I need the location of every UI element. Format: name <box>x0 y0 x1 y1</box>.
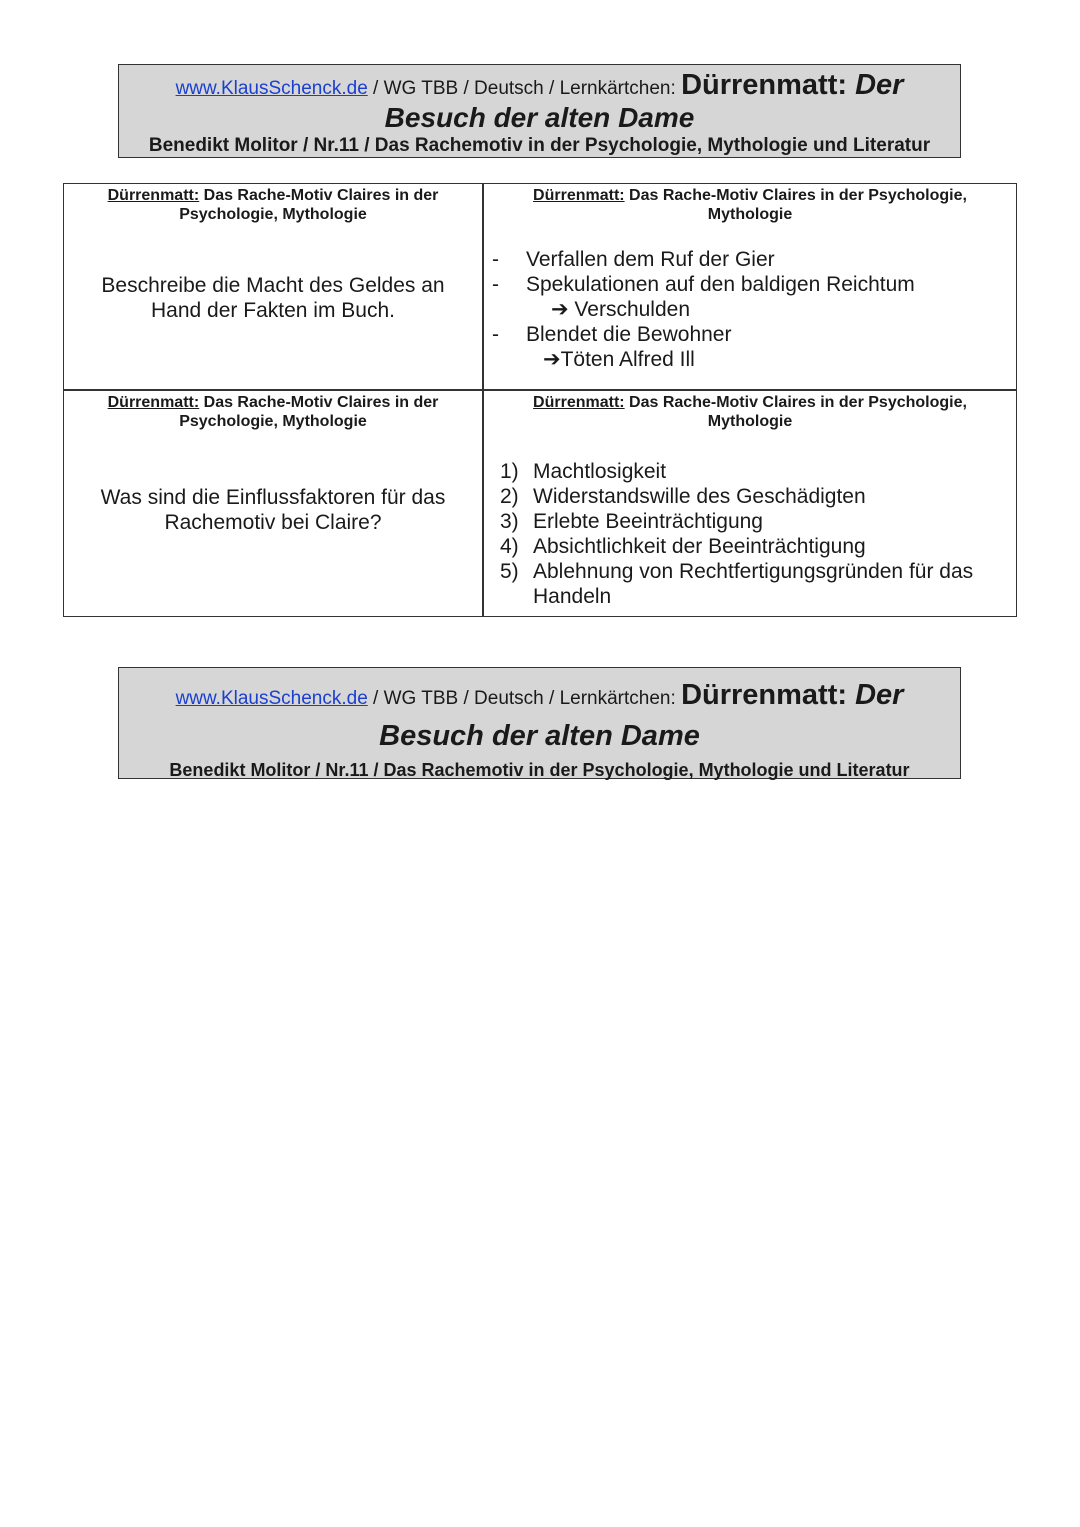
card-answer-1 <box>484 184 1016 389</box>
list-item: - Blendet die Bewohner <box>492 323 732 346</box>
card-answer-2 <box>484 391 1016 616</box>
card-question-1 <box>64 184 482 389</box>
document-header <box>118 64 961 158</box>
list-item: 3) Erlebte Beeinträchtigung <box>500 510 763 533</box>
answer-numbered-list <box>484 459 1016 609</box>
list-subitem: ➔Töten Alfred Ill <box>543 348 695 371</box>
document-header-repeat <box>118 667 961 779</box>
list-item: 5) Ablehnung von Rechtfertigungsgründen für das <box>500 560 974 583</box>
header-title: Besuch der alten Dame <box>384 102 695 133</box>
header-subtitle: Benedikt Molitor / Nr.11 / Das Rachemotiv in der Psychologie, Mythologie und Literatur <box>148 135 931 156</box>
website-link[interactable]: www.KlausSchenck.de <box>175 688 368 709</box>
header-line1 <box>119 678 960 716</box>
card-question-text: Was sind die Einflussfaktoren für das Rachemotiv bei Claire? <box>100 486 446 534</box>
list-subitem: ➔ Verschulden <box>551 298 691 321</box>
header-path: / WG TBB / Deutsch / Lernkärtchen: <box>367 78 682 99</box>
header-path: / WG TBB / Deutsch / Lernkärtchen: <box>367 688 682 709</box>
header-author-italic: Der <box>855 679 904 711</box>
card-title: Dürrenmatt: Das Rache-Motiv Claires in der Psychologie, Mythologie <box>533 187 967 223</box>
header-line1 <box>119 69 960 101</box>
card-question-2 <box>64 391 482 616</box>
card-title: Dürrenmatt: Das Rache-Motiv Claires in der Psychologie, Mythologie <box>533 394 967 430</box>
dash-icon: - <box>492 273 499 296</box>
website-link[interactable]: www.KlausSchenck.de <box>175 78 368 99</box>
header-title: Besuch der alten Dame <box>379 720 700 752</box>
header-subtitle: Benedikt Molitor / Nr.11 / Das Rachemotiv in der Psychologie, Mythologie und Literatur <box>169 760 910 780</box>
header-author: Dürrenmatt: <box>681 69 856 101</box>
list-item-continuation: Handeln <box>533 585 612 608</box>
card-question-text: Beschreibe die Macht des Geldes an Hand der Fakten im Buch. <box>101 274 445 322</box>
header-author-italic: Der <box>855 69 904 101</box>
list-item: 4) Absichtlichkeit der Beeinträchtigung <box>500 535 866 558</box>
card-title: Dürrenmatt: Das Rache-Motiv Claires in der Psychologie, Mythologie <box>107 187 439 223</box>
list-item: - Spekulationen auf den baldigen Reichtum <box>492 273 915 296</box>
flashcard-grid <box>63 183 1017 617</box>
dash-icon: - <box>492 323 499 346</box>
list-item: 1) Machtlosigkeit <box>500 460 667 483</box>
dash-icon: - <box>492 248 499 271</box>
list-item: - Verfallen dem Ruf der Gier <box>492 248 775 271</box>
list-item: 2) Widerstandswille des Geschädigten <box>500 485 866 508</box>
header-author: Dürrenmatt: <box>681 679 856 711</box>
card-title: Dürrenmatt: Das Rache-Motiv Claires in der Psychologie, Mythologie <box>107 394 439 430</box>
answer-list <box>484 247 1016 372</box>
